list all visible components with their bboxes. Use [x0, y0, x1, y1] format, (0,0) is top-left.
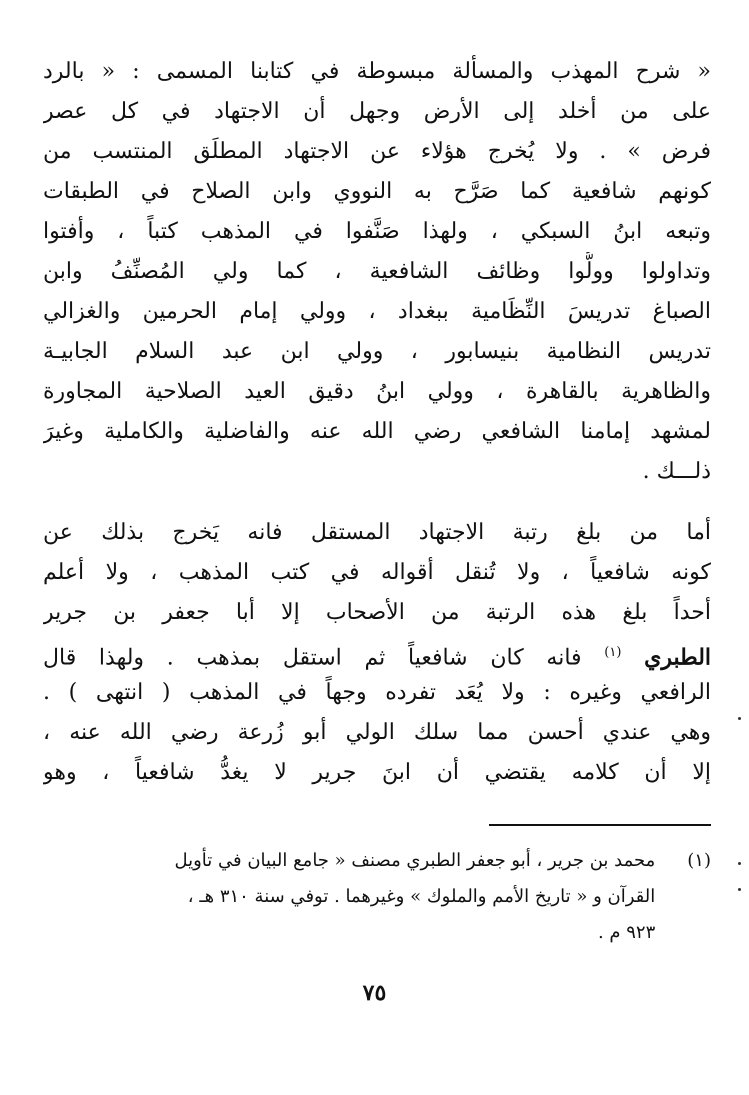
scan-speck	[738, 717, 741, 720]
footnote-line	[43, 843, 711, 879]
text-line: إلا أن كلامه يقتضي أن ابنَ جرير لا يغدُّ شافعياً ، وهو	[43, 760, 711, 785]
text-line: كونهم شافعية كما صَرَّح به النووي وابن الصلاح في الطبقات	[43, 179, 711, 204]
text-line-with-bold-name	[43, 633, 711, 673]
text-line: وتبعه ابنُ السبكي ، ولهذا صَنَّفوا في المذهب كتباً ، وأفتوا	[43, 219, 711, 244]
text-line: أحداً بلغ هذه الرتبة من الأصحاب إلا أبا جعفر بن جرير	[43, 600, 711, 625]
text-line: لمشهد إمامنا الشافعي رضي الله عنه والفاضلية والكاملية وغيرَ	[43, 419, 711, 444]
paragraph-2	[43, 513, 711, 793]
footnote-text: محمد بن جرير ، أبو جعفر الطبري مصنف « جامع البيان في تأويل	[174, 850, 656, 871]
page-number: ٧٥	[362, 980, 387, 1006]
footnote-marker: (١)	[687, 850, 711, 871]
text-line: « شرح المهذب والمسألة مبسوطة في كتابنا المسمى : « بالرد	[43, 59, 711, 84]
footnote-reference[interactable]: (١)	[604, 645, 622, 660]
text-segment: فانه كان شافعياً ثم استقل بمذهب . ولهذا قال	[43, 645, 582, 671]
bold-name: الطبري	[644, 644, 711, 671]
text-line: الرافعي وغيره : ولا يُعَد تفرده وجهاً في المذهب ( انتهى ) .	[43, 680, 711, 705]
footnote-line	[43, 915, 711, 951]
text-line: وتداولوا وولُّوا وظائف الشافعية ، كما ولي المُصنِّفُ وابن	[43, 259, 711, 284]
footnote-text: ٩٢٣ م .	[597, 922, 656, 943]
paragraph-1	[43, 52, 711, 492]
text-line: أما من بلغ رتبة الاجتهاد المستقل فانه يَخرج بذلك عن	[43, 520, 711, 545]
text-line: والظاهرية بالقاهرة ، وولي ابنُ دقيق العيد الصلاحية المجاورة	[43, 379, 711, 404]
text-line: وهي عندي أحسن مما سلك الولي أبو زُرعة رضي الله عنه ،	[43, 720, 711, 745]
text-line: تدريس النظامية بنيسابور ، وولي ابن عبد السلام الجابيـة	[43, 339, 711, 364]
text-line: ذلـــك .	[642, 459, 711, 484]
footnotes	[43, 843, 711, 951]
scan-speck	[738, 888, 741, 891]
footnote-separator	[489, 824, 711, 826]
footnote-text: القرآن و « تاريخ الأمم والملوك » وغيرهما . توفي سنة ٣١٠ هـ ،	[187, 886, 656, 907]
footnote-line	[43, 879, 711, 915]
text-line: كونه شافعياً ، ولا تُنقل أقواله في كتب المذهب ، ولا أعلم	[43, 560, 711, 585]
scan-speck	[738, 862, 741, 865]
text-line: الصباغ تدريسَ النِّظَامية ببغداد ، وولي إمام الحرمين والغزالي	[43, 299, 711, 324]
text-line: على من أخلد إلى الأرض وجهل أن الاجتهاد في كل عصر	[43, 99, 711, 124]
text-line: فرض » . ولا يُخرج هؤلاء عن الاجتهاد المطلَق المنتسب من	[43, 139, 711, 164]
